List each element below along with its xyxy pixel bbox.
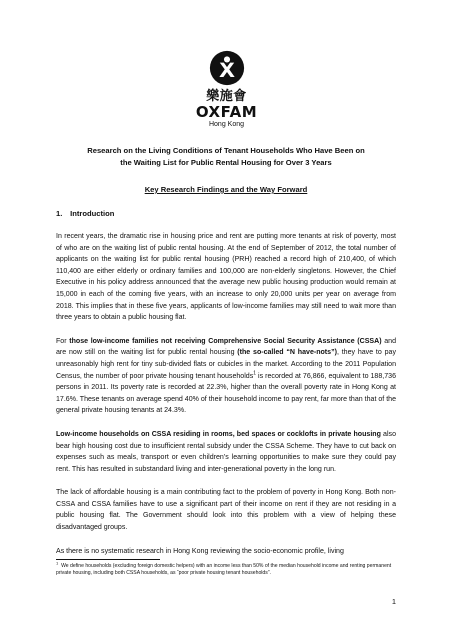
p2-text-pre: For [56, 337, 70, 345]
paragraph-5: As there is no systematic research in Hong Kong reviewing the socio-economic profile, living [56, 547, 344, 555]
p3-bold: Low-income households on CSSA residing in rooms, bed spaces or cocklofts in private housing [56, 430, 381, 438]
footnote-text: We define households (excluding foreign domestic helpers) with an income less than 50% of the median household income and renting permanent private housing, including both CSSA households, as “poor private housing tenant households”. [56, 563, 392, 576]
footnote [56, 560, 396, 577]
p2-text-mid-1: and are now still on the waiting list for public rental housing [56, 337, 396, 357]
footnote-divider [56, 559, 160, 560]
logo-chinese-name: 樂施會 [206, 89, 247, 104]
oxfam-logo [0, 50, 453, 129]
p2-bold-1: those low-income families not receiving Comprehensive Social Security Assistance (CSSA) [69, 337, 382, 345]
logo-wordmark: OXFAM [195, 103, 258, 121]
footnote-reference: 1 [253, 370, 257, 377]
footnote-mark: 1 [56, 560, 59, 566]
title-line-2: the Waiting List for Public Rental Housing for Over 3 Years [120, 157, 332, 167]
oxfam-symbol-icon [209, 50, 245, 86]
paragraph-1: In recent years, the dramatic rise in housing price and rent are putting more tenants at risk of poverty, most of who are on the waiting list of public rental housing. At the end of September of 2012, the total number of applicants on the waiting list for public rental housing (PRH) reached a record high of 210,400, of which 110,400 are either elderly or ordinary families and 100,000 are non-elderly singletons. However, the Chief Executive in his policy address announced that the average new public housing production would remain at 15,000 in each of the coming five years, with an increase to only 20,000 units per year on average from 2018. This implies that in these five years, applicants of low-income families may still need to wait more than three years to obtain a public housing flat. [56, 233, 396, 322]
p2-bold-2: (the so-called “N have-nots”) [237, 349, 337, 357]
document-title [56, 145, 396, 168]
paragraph-3 [56, 429, 396, 475]
section-number: 1. [56, 209, 63, 218]
p2-text-mid-2: , they have to pay unreasonably high rent for tiny sub-divided flats or cubicles in the market. According to the 2011 Population Census, the number of poor private housing tenant households [56, 349, 396, 380]
logo-region: Hong Kong [208, 121, 245, 128]
title-line-1: Research on the Living Conditions of Tenant Households Who Have Been on [87, 146, 365, 155]
paragraph-2 [56, 336, 396, 417]
section-title: Introduction [70, 209, 115, 218]
p2-text-post: is recorded at 76,866, equivalent to 188,736 persons in 2011. Its poverty rate is recorded at 22.3%, higher than the overall poverty rate in Hong Kong at 17.6%. These tenants on average spend 40% of their household income to pay rent, far more than that of the general private housing tenants at 24.3%. [56, 372, 396, 415]
document-body [56, 145, 396, 557]
p3-text: also bear high housing cost due to insufficient rental subsidy under the CSSA Scheme. They have to cut back on expenses such as meals, transport or even children’s learning opportunities to make sure they could pay rent. This has resulted in substandard living and inter-generational poverty in the long run. [56, 430, 396, 473]
page-number: 1 [391, 597, 396, 606]
section-heading [56, 208, 396, 219]
paragraph-4: The lack of affordable housing is a main contributing fact to the problem of poverty in Hong Kong. Both non-CSSA and CSSA families have to use a significant part of their income on rent if they are not residing in a public housing flat. The Government should look into this problem with a view of helping these disadvantaged groups. [56, 489, 396, 532]
document-subtitle: Key Research Findings and the Way Forward [144, 185, 308, 194]
